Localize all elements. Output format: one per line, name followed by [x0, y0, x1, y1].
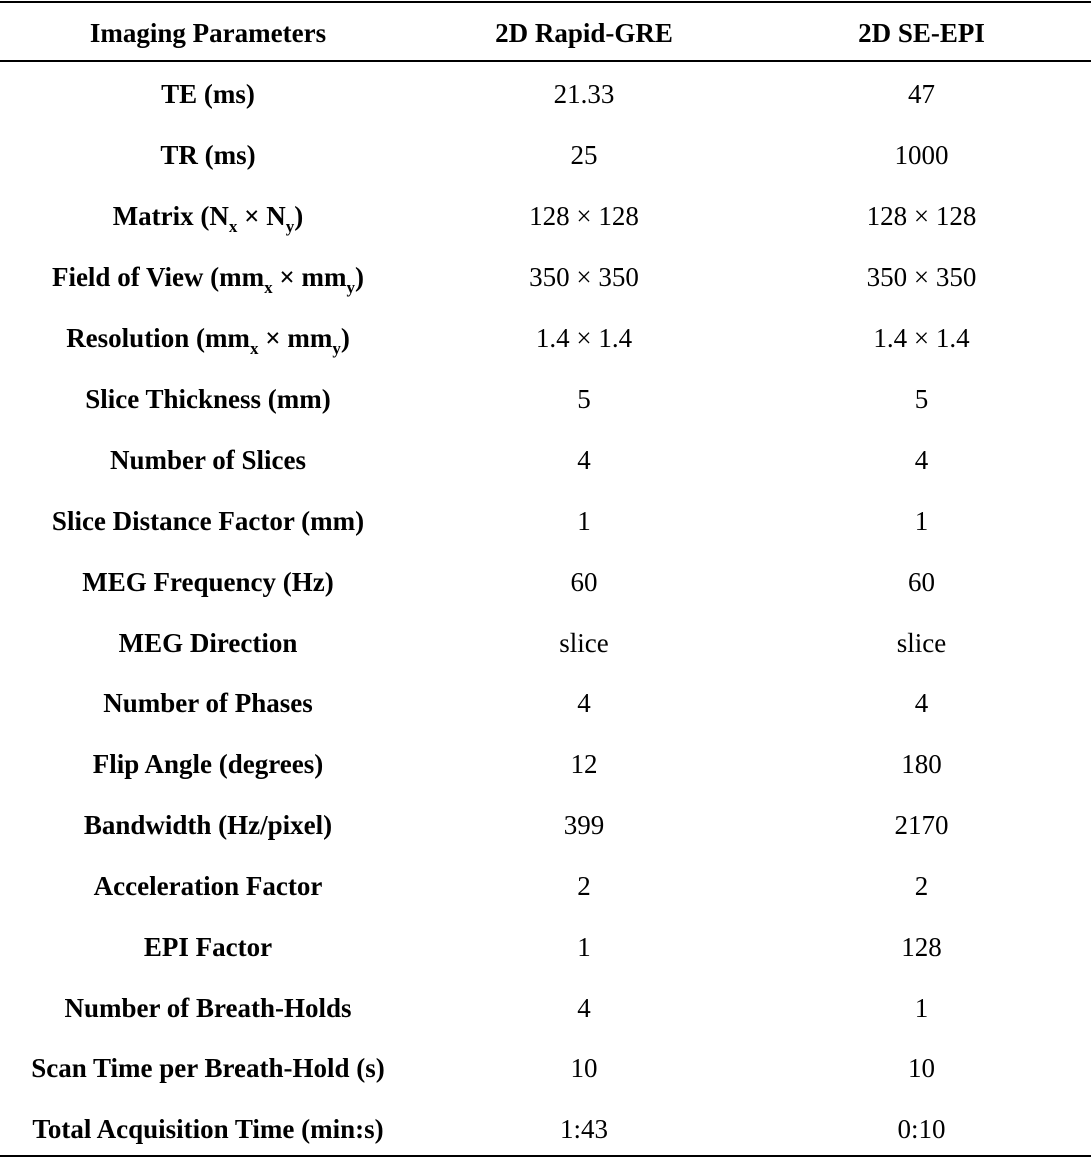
- header-se-epi: 2D SE-EPI: [858, 18, 985, 48]
- table-row: [0, 125, 1091, 186]
- row-gre-value: slice: [559, 628, 609, 658]
- row-param: TE (ms): [161, 79, 255, 109]
- row-epi-value: 128: [901, 932, 942, 962]
- table-row: [0, 795, 1091, 856]
- table-row: [0, 1038, 1091, 1099]
- row-gre-value: 2: [577, 871, 591, 901]
- row-param: MEG Frequency (Hz): [82, 567, 334, 597]
- row-epi-value: 2170: [894, 810, 949, 840]
- row-param: Slice Thickness (mm): [85, 384, 331, 414]
- row-gre-value: 128 × 128: [529, 201, 639, 231]
- row-gre-value: 1:43: [559, 1114, 608, 1144]
- row-param: Matrix $(N_x \times N_y)$: [112, 201, 304, 236]
- row-gre-value: 350 × 350: [529, 262, 639, 292]
- table-row: [0, 369, 1091, 430]
- row-gre-value: 4: [577, 445, 591, 475]
- table-header-rule: [0, 60, 1091, 62]
- row-epi-value: 128 × 128: [866, 201, 977, 231]
- row-epi-value: 1: [914, 993, 929, 1023]
- header-rapid-gre: 2D Rapid-GRE: [495, 18, 673, 48]
- row-param: Scan Time per Breath-Hold (s): [31, 1053, 385, 1083]
- row-param: Number of Slices: [110, 445, 306, 475]
- table-row: [0, 430, 1091, 491]
- row-epi-value: 2: [914, 871, 929, 901]
- table-row: [0, 186, 1091, 247]
- row-epi-value: 0:10: [897, 1114, 946, 1144]
- row-gre-value: 1: [577, 932, 591, 962]
- table-row: [0, 734, 1091, 795]
- table-row: [0, 856, 1091, 917]
- row-gre-value: 1.4 × 1.4: [535, 323, 633, 353]
- row-param: Field of View $(mm_x \times mm_y)$: [51, 262, 365, 297]
- row-param: Slice Distance Factor (mm): [51, 506, 365, 536]
- row-epi-value: 1000: [894, 140, 949, 170]
- row-gre-value: 10: [570, 1053, 598, 1083]
- row-epi-value: 180: [901, 749, 942, 779]
- row-epi-value: 5: [914, 384, 929, 414]
- table-row: [0, 1099, 1091, 1160]
- header-imaging-parameters: Imaging Parameters: [89, 18, 327, 48]
- row-param: Number of Breath-Holds: [64, 993, 352, 1023]
- row-gre-value: 12: [570, 749, 598, 779]
- row-epi-value: slice: [896, 628, 947, 658]
- row-gre-value: 4: [577, 688, 591, 718]
- row-param: Number of Phases: [103, 688, 313, 718]
- row-gre-value: 1: [577, 506, 591, 536]
- row-param: Total Acquisition Time (min:s): [32, 1114, 384, 1144]
- row-param: MEG Direction: [118, 628, 298, 658]
- row-epi-value: 4: [914, 688, 929, 718]
- row-gre-value: 21.33: [553, 79, 615, 109]
- table-row: [0, 552, 1091, 613]
- table-row: [0, 917, 1091, 978]
- row-param: Flip Angle (degrees): [92, 749, 324, 779]
- row-epi-value: 10: [908, 1053, 935, 1083]
- row-epi-value: 60: [908, 567, 935, 597]
- row-epi-value: 350 × 350: [866, 262, 977, 292]
- table-header-row: [0, 3, 1091, 64]
- row-gre-value: 399: [563, 810, 605, 840]
- table-row: [0, 613, 1091, 674]
- row-epi-value: 4: [914, 445, 929, 475]
- row-param: TR (ms): [160, 140, 256, 170]
- row-epi-value: 1: [914, 506, 929, 536]
- row-param: Resolution $(mm_x \times mm_y)$: [66, 323, 350, 358]
- row-param: EPI Factor: [143, 932, 273, 962]
- row-gre-value: 4: [577, 993, 591, 1023]
- table-row: [0, 308, 1091, 369]
- row-param: Bandwidth (Hz/pixel): [83, 810, 333, 840]
- row-gre-value: 25: [570, 140, 598, 170]
- row-epi-value: 1.4 × 1.4: [873, 323, 970, 353]
- row-epi-value: 47: [908, 79, 935, 109]
- row-gre-value: 60: [570, 567, 598, 597]
- table-row: [0, 673, 1091, 734]
- table-row: [0, 64, 1091, 125]
- table-row: [0, 491, 1091, 552]
- table-row: [0, 978, 1091, 1039]
- row-param: Acceleration Factor: [93, 871, 323, 901]
- table-row: [0, 247, 1091, 308]
- row-gre-value: 5: [577, 384, 591, 414]
